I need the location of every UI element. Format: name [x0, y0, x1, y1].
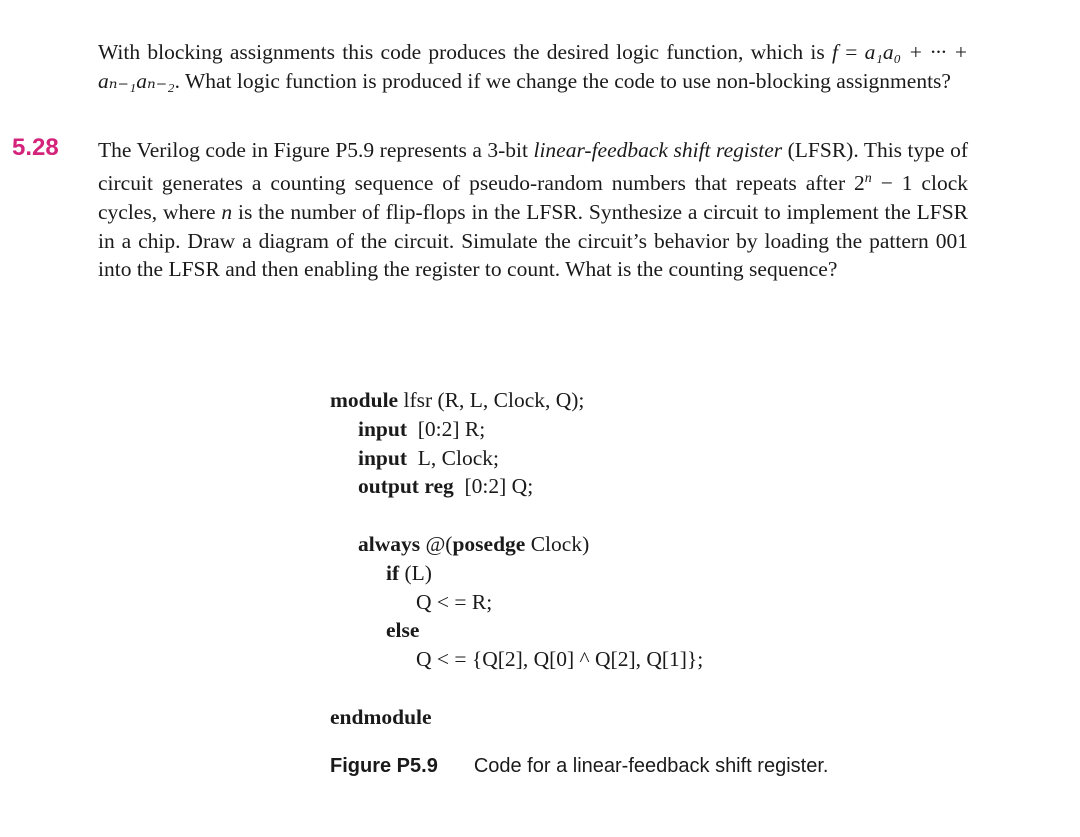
- math-f: f: [832, 40, 839, 64]
- code-line: input [0:2] R;: [358, 416, 486, 441]
- figure-caption-text: Code for a linear-feedback shift register.: [473, 755, 829, 777]
- figure-caption: [330, 755, 828, 778]
- code-line: endmodule: [330, 704, 432, 729]
- code-blank-line: [330, 501, 703, 530]
- problem-paragraph: The Verilog code in Figure P5.9 represents a 3-bit linear-feedback shift register (LFSR). This type of circuit generates a counting sequence of pseudo-random numbers that repeats after $2^n - 1$ clock cycles, where n is the number of flip-flops in the LFSR. Synthesize a circuit to implement the LFSR in a chip. Draw a diagram of the circuit. Simulate the circuit’s behavior by loading the pattern 001 into the LFSR and then enabling the register to count. What is the counting sequence?: [98, 138, 968, 282]
- intro-paragraph: With blocking assignments this code produces the desired logic function, which is f = a₁a₀ + ··· + aₙ₋₁aₙ₋₂. What logic function is produced if we change the code to use non-blocking assignments?: [98, 40, 969, 93]
- figure-label: Figure P5.9: [330, 755, 438, 777]
- variable-n: n: [221, 199, 233, 224]
- code-line: Q < = {Q[2], Q[0] ^ Q[2], Q[1]};: [416, 647, 704, 672]
- code-line: output reg [0:2] Q;: [358, 474, 534, 499]
- verilog-code-block: [330, 386, 703, 732]
- code-line: module lfsr (R, L, Clock, Q);: [330, 388, 585, 412]
- code-line: input L, Clock;: [358, 445, 499, 470]
- exponent-n: n: [864, 170, 872, 186]
- code-line: if (L): [386, 560, 432, 585]
- problem-italic-term: linear-feedback shift register: [533, 138, 783, 162]
- code-line: always @(posedge Clock): [358, 531, 590, 556]
- problem-number: 5.28: [12, 134, 59, 161]
- code-line: else: [386, 618, 420, 643]
- code-blank-line: [330, 674, 703, 703]
- math-expression: a₁a₀ + ··· + aₙ₋₁aₙ₋₂: [98, 40, 969, 93]
- code-line: Q < = R;: [416, 589, 493, 614]
